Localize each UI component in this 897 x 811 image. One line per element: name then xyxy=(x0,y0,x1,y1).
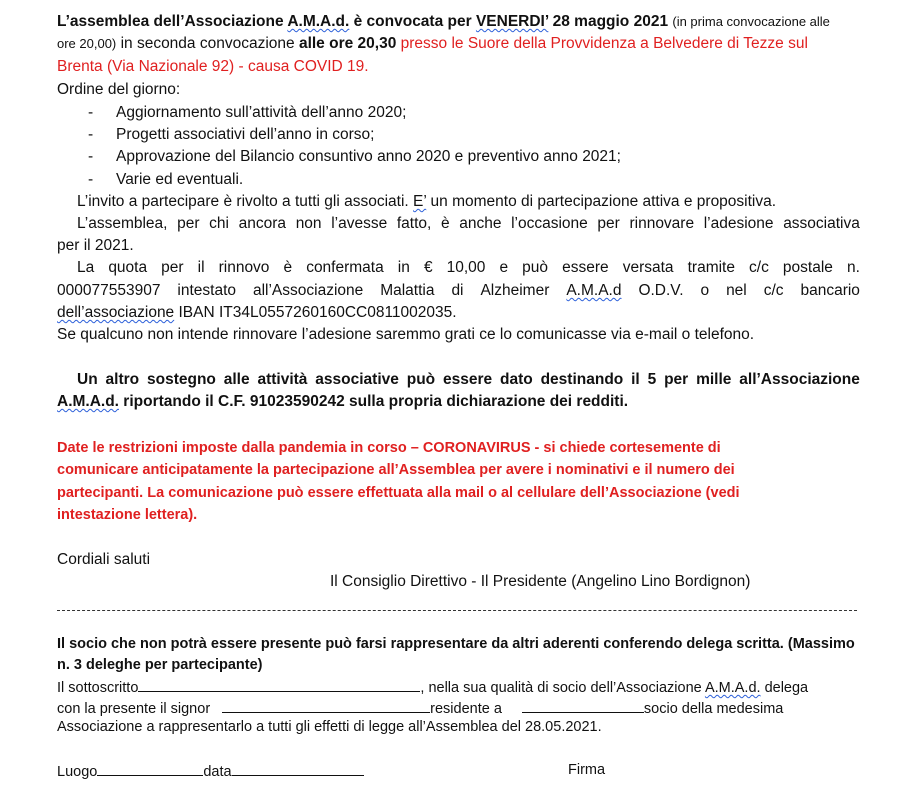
bullet-marker: - xyxy=(88,171,94,188)
delega-text: delega xyxy=(760,680,809,696)
word: ancora xyxy=(238,215,287,232)
invito-paragraph xyxy=(77,192,776,212)
word: può xyxy=(406,371,436,388)
word: alle xyxy=(223,371,250,388)
word: Malattia xyxy=(380,282,435,299)
association-acronym: A.M.A.d. xyxy=(287,13,350,30)
rinnovo-line-1 xyxy=(77,214,860,234)
meeting-date: 28 maggio 2021 xyxy=(548,13,673,30)
word: fatto, xyxy=(396,215,432,232)
luogo-blank-field[interactable] xyxy=(97,760,203,776)
word: O.D.V. xyxy=(638,282,684,299)
word: il xyxy=(631,371,640,388)
word: per xyxy=(664,371,689,388)
covid-notice-line: comunicare anticipatamente la partecipazione all’Assemblea per avere i nominativi e il numero dei xyxy=(57,462,735,478)
first-call-time: ore 20,00) xyxy=(57,36,117,51)
word: all’Associazione xyxy=(739,371,860,388)
non-renewal-note: Se qualcuno non intende rinnovare l’adesione saremmo grati ce lo comunicasse via e-mail o telefono. xyxy=(57,326,755,343)
quota-text: dell’associazione xyxy=(57,304,175,321)
invito-text: un momento di partecipazione attiva e propositiva. xyxy=(426,193,777,210)
delega-text: , nella sua qualità di socio dell’Associazione xyxy=(420,680,705,696)
invito-text: E’ xyxy=(413,193,427,210)
word: quota xyxy=(108,259,148,276)
word: è xyxy=(440,215,450,232)
word: rinnovo xyxy=(218,259,270,276)
data-label: data xyxy=(203,764,232,780)
association-acronym: A.M.A.d. xyxy=(57,393,119,410)
bullet-marker: - xyxy=(88,148,94,165)
association-acronym: A.M.A.d. xyxy=(704,680,761,696)
word: bancario xyxy=(800,282,860,299)
word: c/c xyxy=(749,259,769,276)
data-blank-field[interactable] xyxy=(232,760,364,776)
meeting-time: alle ore 20,30 xyxy=(298,35,397,52)
word: per xyxy=(597,215,620,232)
word: confermata xyxy=(306,259,384,276)
header-text: è convocata per xyxy=(349,13,476,30)
header-line-2 xyxy=(57,34,808,54)
meeting-day: VENERDI’ xyxy=(475,13,549,30)
word: e xyxy=(499,259,509,276)
word: associativa xyxy=(783,215,860,232)
residence-blank-field[interactable] xyxy=(522,697,644,713)
word: in xyxy=(397,259,410,276)
word: essere xyxy=(562,259,609,276)
word: essere xyxy=(443,371,493,388)
socio-label: socio della medesima xyxy=(643,701,784,717)
quota-line-1 xyxy=(77,258,860,278)
delega-sottoscritto-line xyxy=(57,676,808,698)
word: l’avesse xyxy=(331,215,388,232)
word: tramite xyxy=(687,259,735,276)
word: attività xyxy=(257,371,308,388)
word: o xyxy=(700,282,710,299)
word: mille xyxy=(696,371,732,388)
signor-label: con la presente il signor xyxy=(57,701,211,717)
luogo-data-line xyxy=(57,760,364,782)
word: associative xyxy=(315,371,399,388)
word: € xyxy=(423,259,433,276)
word: destinando xyxy=(540,371,624,388)
covid-notice-line: intestazione lettera). xyxy=(57,507,198,523)
word: La xyxy=(77,259,95,276)
agenda-item: Aggiornamento sull’attività dell’anno 2020; xyxy=(116,104,407,121)
rinnovo-line-2: per il 2021. xyxy=(57,237,134,254)
word: l’occasione xyxy=(511,215,588,232)
word: dato xyxy=(500,371,533,388)
delega-title: Il socio che non potrà essere presente può farsi rappresentare da altri aderenti conferendo delega scritta. (Massimo xyxy=(57,636,855,652)
covid-notice-line: Date le restrizioni imposte dalla pandemia in corso – CORONAVIRUS - si chiede cortesemente di xyxy=(57,440,721,456)
word: L’assemblea, xyxy=(77,215,168,232)
word: n. xyxy=(846,259,860,276)
word: non xyxy=(295,215,322,232)
word: rinnovare xyxy=(629,215,695,232)
second-call-text: in seconda convocazione xyxy=(116,35,299,52)
meeting-venue: presso le Suore della Provvidenza a Belvedere di Tezze sul xyxy=(396,35,808,52)
word: versata xyxy=(622,259,674,276)
postal-account-number: 000077553907 xyxy=(57,282,161,299)
signature-line: Il Consiglio Direttivo - Il Presidente (Angelino Lino Bordignon) xyxy=(330,573,751,590)
firma-label: Firma xyxy=(568,762,606,778)
bullet-marker: - xyxy=(88,126,94,143)
bullet-marker: - xyxy=(88,104,94,121)
word: anche xyxy=(459,215,502,232)
agenda-item: Varie ed eventuali. xyxy=(116,171,244,188)
cut-line-divider xyxy=(57,610,857,611)
quota-line-3 xyxy=(57,303,457,323)
quota-line-2 xyxy=(57,281,860,301)
word: di xyxy=(451,282,464,299)
meeting-venue-address: Brenta (Via Nazionale 92) - causa COVID 19. xyxy=(57,58,369,75)
luogo-label: Luogo xyxy=(57,764,98,780)
delega-title: n. 3 deleghe per partecipante) xyxy=(57,657,263,673)
word: nel xyxy=(726,282,747,299)
agenda-title: Ordine del giorno: xyxy=(57,81,181,98)
word: è xyxy=(283,259,293,276)
word: 5 xyxy=(647,371,657,388)
closing-greeting: Cordiali saluti xyxy=(57,551,151,568)
word: può xyxy=(522,259,549,276)
header-line-1 xyxy=(57,12,830,32)
first-call-note: (in prima convocazione alle xyxy=(672,14,830,29)
header-text: L’assemblea dell’Associazione xyxy=(57,13,288,30)
word: l’adesione xyxy=(703,215,774,232)
sostegno-line-2 xyxy=(57,392,628,412)
word: Alzheimer xyxy=(480,282,550,299)
word: il xyxy=(197,259,205,276)
covid-notice-line: partecipanti. La comunicazione può essere effettuata alla mail o al cellulare dell’Associazione (vedi xyxy=(57,485,740,501)
delegate-name-blank-field[interactable] xyxy=(222,697,430,713)
name-blank-field[interactable] xyxy=(138,676,420,692)
word: c/c xyxy=(763,282,784,299)
word: chi xyxy=(209,215,229,232)
association-acronym: A.M.A.d xyxy=(566,282,622,299)
word: intestato xyxy=(177,282,237,299)
agenda-item: Approvazione del Bilancio consuntivo anno 2020 e preventivo anno 2021; xyxy=(116,148,621,165)
word: postale xyxy=(782,259,833,276)
agenda-item: Progetti associativi dell’anno in corso; xyxy=(116,126,375,143)
word: sostegno xyxy=(146,371,216,388)
delega-signor-line xyxy=(57,697,783,719)
word: per xyxy=(177,215,200,232)
iban: IBAN IT34L0557260160CC0811002035. xyxy=(174,304,457,321)
word: per xyxy=(161,259,184,276)
delega-association-line: Associazione a rappresentarlo a tutti gli effetti di legge all’Assemblea del 28.05.2021. xyxy=(57,719,602,735)
invito-text: L’invito a partecipare è rivolto a tutti gli associati. xyxy=(77,193,414,210)
word: 10,00 xyxy=(446,259,486,276)
word: altro xyxy=(105,371,140,388)
sostegno-line-1 xyxy=(77,370,860,390)
word: all’Associazione xyxy=(252,282,364,299)
residente-label: residente a xyxy=(430,701,502,717)
tax-code-text: riportando il C.F. 91023590242 sulla propria dichiarazione dei redditi. xyxy=(119,393,629,410)
word: Un xyxy=(77,371,98,388)
sottoscritto-label: Il sottoscritto xyxy=(57,680,139,696)
